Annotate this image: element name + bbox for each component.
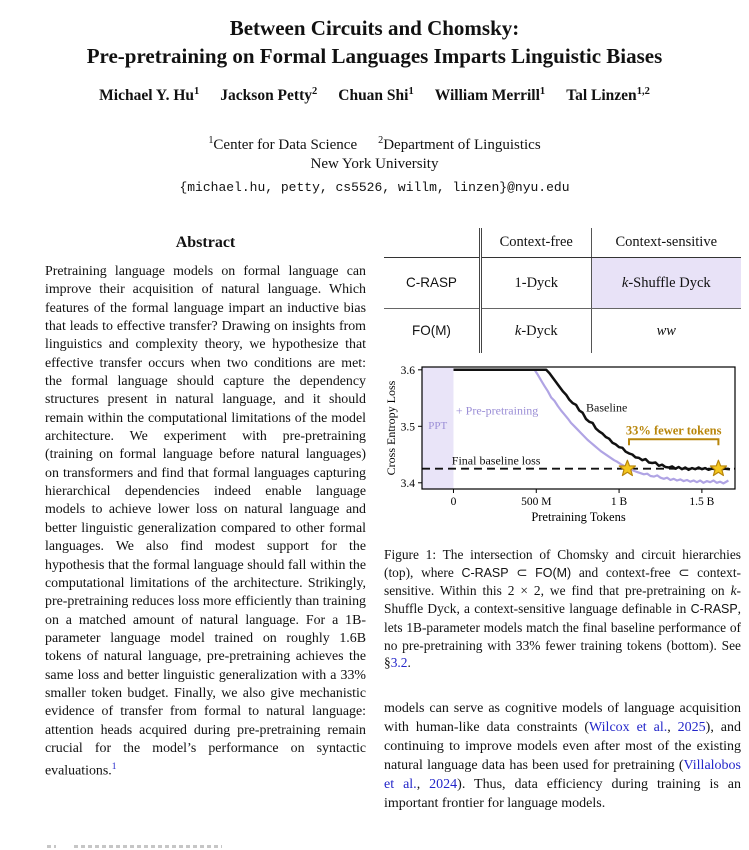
figure1-chart [384, 361, 741, 534]
text-segment: C-RASP [690, 602, 738, 617]
svg-text:500 M: 500 M [521, 496, 552, 508]
table-label-fom [384, 309, 480, 354]
affiliation-line [0, 131, 749, 155]
table-header-row [384, 228, 741, 258]
footnote-text-clipped [47, 845, 56, 848]
table-cell-kdyck [480, 309, 591, 354]
text-segment: -Shuffle Dyck, a context-sensitive language definable in [384, 583, 741, 617]
paper-title-line2: Pre-pretraining on Formal Languages Imparts Linguistic Biases [86, 44, 663, 68]
paper-title [0, 14, 749, 70]
text-segment: 1 [208, 135, 214, 146]
svg-text:PPT: PPT [428, 420, 448, 433]
svg-text:3.4: 3.4 [400, 477, 415, 490]
table-header-context-free: Context-free [480, 228, 591, 258]
left-column [45, 228, 366, 781]
svg-text:33% fewer tokens: 33% fewer tokens [625, 423, 722, 438]
affiliation-university: New York University [310, 156, 439, 172]
svg-text:Baseline: Baseline [586, 400, 628, 415]
svg-text:+ Pre-pretraining: + Pre-pretraining [455, 403, 539, 418]
text-segment: k [730, 583, 737, 599]
text-segment: ⊂ [508, 564, 536, 580]
text-segment: Jackson Petty [220, 87, 312, 105]
text-segment: . [407, 655, 411, 671]
text-segment: 1-Dyck [514, 274, 558, 291]
text-segment: FO(M) [412, 322, 451, 338]
svg-text:Cross Entropy Loss: Cross Entropy Loss [384, 380, 398, 476]
text-segment: -Shuffle Dyck [628, 274, 711, 291]
citation-link[interactable]: 2024 [429, 776, 458, 792]
citation-link[interactable]: 2025 [677, 719, 706, 735]
table-label-crasp [384, 258, 480, 309]
svg-text:3.5: 3.5 [400, 421, 415, 434]
text-segment: , lets 1B-parameter models match the final baseline performance of no pre-pretraining with 33% fewer training tokens (bottom). See § [384, 601, 741, 671]
text-segment: 1 [539, 86, 546, 97]
text-segment: ). Thus, data efficiency during training is an important frontier for language models. [384, 776, 741, 811]
citation-link[interactable]: Wilcox et al. [589, 719, 668, 735]
email-line: {michael.hu, petty, cs5526, willm, linzen}@nyu.edu [179, 180, 570, 195]
citation-link[interactable]: Villalobos et al. [384, 757, 741, 792]
text-segment: 1 [194, 86, 200, 97]
text-segment: Tal Linzen [566, 87, 637, 105]
figure1-caption [384, 546, 741, 672]
text-segment: , [416, 776, 430, 792]
text-segment: Department of Linguistics [383, 137, 541, 153]
text-segment: 2 [378, 135, 384, 146]
text-segment: Center for Data Science [213, 137, 358, 153]
text-segment: ), and continuing to improve models even after most of the existing natural language data has been used for pretraining ( [384, 719, 741, 773]
text-segment: 2 [311, 86, 318, 97]
text-segment: C-RASP [406, 274, 457, 290]
table-corner-cell [384, 228, 480, 258]
text-segment: and context-free ⊂ context-sensitive. Within this 2 × 2, we find that pre-pretraining on [384, 564, 741, 599]
text-segment: 1 [408, 86, 414, 97]
table-cell-kshuffle-dyck [591, 258, 741, 309]
svg-text:Final baseline loss: Final baseline loss [451, 453, 541, 468]
text-segment: ww [656, 322, 676, 339]
table-row-fom [384, 309, 741, 354]
text-segment: FO(M) [535, 565, 572, 580]
affiliation-block [0, 131, 749, 197]
text-segment: Pretraining language models on formal language can improve their acquisition of natural language. Which features of the formal language impart an inductive bias that leads to effective transfer? Drawing on insights from linguistics and complexity theory, we hypothesize that effective transfer occurs when two conditions are met: the formal language should capture the dependency structures present in natural language, and it should remain within the computational limitations of the model architecture. We experiment with pre-pretraining (training on formal language before natural languages) on transformers and find that formal languages capturing hierarchical dependencies indeed enable language models to achieve lower loss on natural language and better linguistic generalization compared to other formal languages. We also find modest support for the hypothesis that the formal language should fall within the computational limitations of the architecture. Strikingly, pre-pretraining reduces loss more efficiently than training on a matched amount of natural language. For a 1B-parameter language model trained on roughly 1.6B tokens of natural language, pre-pretraining achieves the same loss and better linguistic generalization with a 33% smaller token budget. Finally, we also give mechanistic evidence of transfer from formal to natural language: attention heads acquired during pre-pretraining remain crucial for the model’s performance on syntactic evaluations. [45, 264, 366, 779]
paper-title-line1: Between Circuits and Chomsky: [229, 16, 520, 40]
svg-text:1.5 B: 1.5 B [689, 496, 715, 508]
figure1-table [384, 228, 741, 353]
right-column [384, 226, 741, 813]
abstract-text [45, 263, 366, 781]
svg-text:Pretraining Tokens: Pretraining Tokens [531, 510, 626, 524]
svg-text:0: 0 [450, 496, 457, 508]
svg-text:1 B: 1 B [610, 496, 628, 508]
table-cell-ww [591, 309, 741, 354]
footnote-text-clipped [74, 845, 222, 848]
text-segment: C-RASP [461, 565, 509, 580]
authors-line [0, 86, 749, 105]
text-segment: k [514, 322, 522, 339]
text-segment: Chuan Shi [338, 87, 409, 105]
text-segment: Figure 1: The intersection of Chomsky and circuit hierarchies (top), where [384, 547, 741, 580]
text-segment: , [667, 719, 678, 735]
table-cell-1dyck [480, 258, 591, 309]
text-segment: William Merrill [434, 87, 540, 105]
text-segment: k [621, 274, 629, 291]
text-segment: models can serve as cognitive models of language acquisition with human-like data constraints ( [384, 700, 741, 735]
text-segment: 1,2 [636, 86, 650, 97]
table-row-crasp [384, 258, 741, 309]
table-header-context-sensitive: Context-sensitive [591, 228, 741, 258]
text-segment: -Dyck [521, 322, 558, 339]
svg-text:3.6: 3.6 [400, 364, 415, 377]
intro-paragraph [384, 699, 741, 813]
citation-link[interactable]: 3.2 [390, 655, 408, 671]
citation-link[interactable]: 1 [111, 762, 117, 773]
text-segment: Michael Y. Hu [99, 87, 195, 105]
abstract-heading: Abstract [175, 234, 236, 251]
